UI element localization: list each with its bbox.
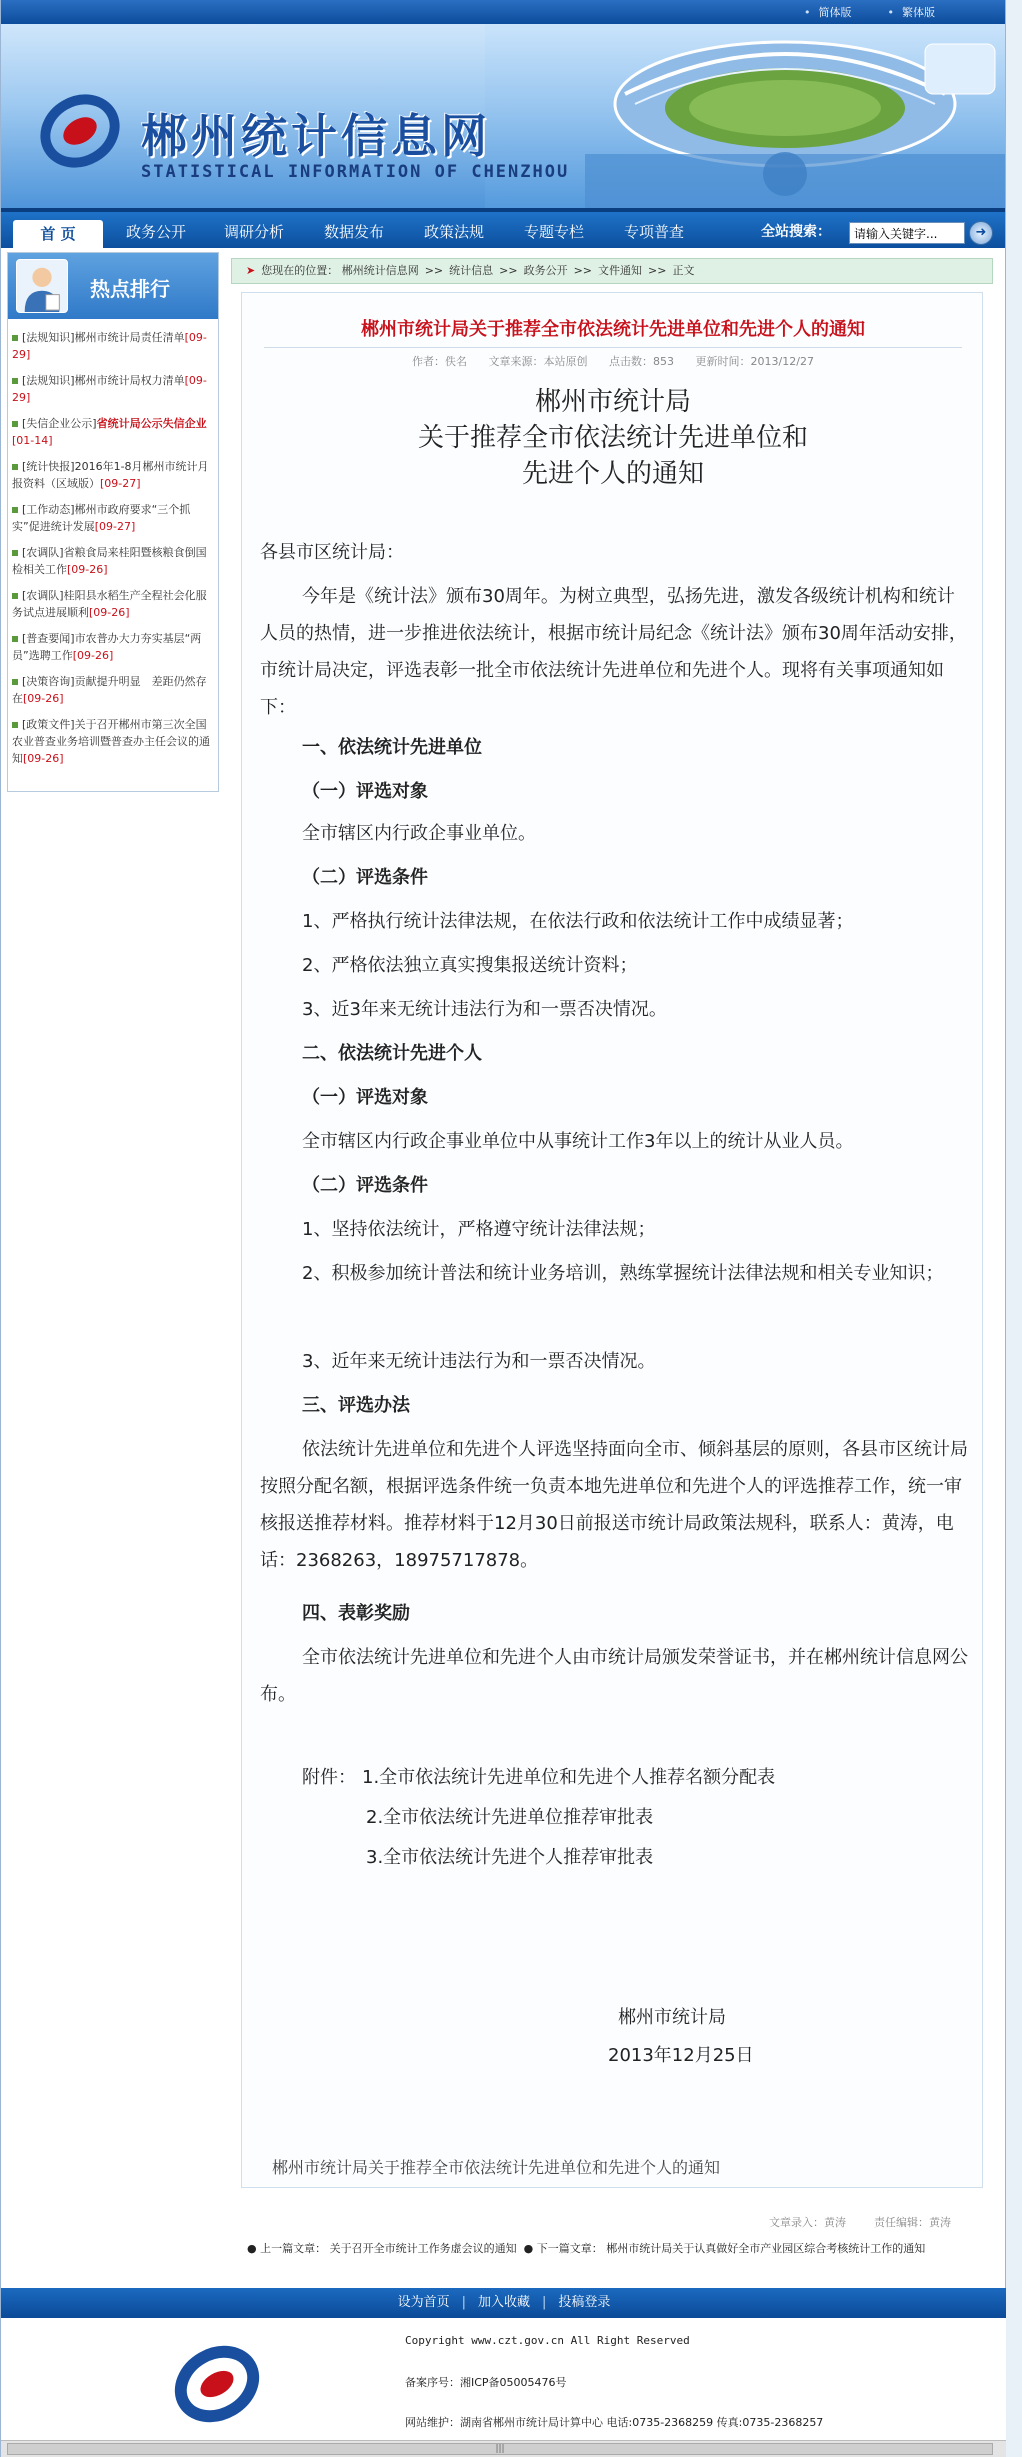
breadcrumb-item-stats[interactable]: 统计信息 [449,264,494,277]
section-2a-text: 全市辖区内行政企事业单位中从事统计工作3年以上的统计从业人员。 [302,1131,854,1152]
nav-home[interactable]: 首 页 [13,220,103,252]
bullet-icon [12,421,18,427]
editor-by: 责任编辑：黄涛 [873,2216,951,2229]
attachment-1: 1.全市依法统计先进单位和先进个人推荐名额分配表 [362,1767,776,1788]
article-title: 郴州市统计局关于推荐全市依法统计先进单位和先进个人的通知 [361,319,865,340]
hot-list-item[interactable] [10,501,216,535]
breadcrumb-sep: >> [424,264,444,277]
hot-list-item[interactable] [10,544,216,578]
hot-item-date: [09-29] [12,374,207,404]
hot-list-item[interactable] [10,630,216,664]
nav-research[interactable]: 调研分析 [223,223,284,241]
bullet-icon: ● [247,2242,257,2255]
section-1a-text: 全市辖区内行政企事业单位。 [302,823,536,844]
section-4-heading: 四、表彰奖励 [302,1603,410,1624]
bullet-icon [12,335,18,341]
section-2b-item-1: 1、坚持依法统计，严格遵守统计法律法规； [302,1219,656,1240]
hot-item-date: [09-26] [23,692,64,705]
hot-list-item[interactable] [10,587,216,621]
search-icon: ➜ [975,225,987,240]
simplified-link[interactable]: • 简体版 [804,4,852,20]
breadcrumb-prefix: 您现在的位置： [261,264,339,277]
article-panel [241,292,983,2188]
hot-list-item[interactable] [10,716,216,767]
hot-item-title: [法规知识]郴州市统计局责任清单 [22,331,185,344]
hot-item-date: [09-26] [72,649,114,662]
entry-by: 文章录入：黄涛 [769,2216,846,2229]
bullet-icon [12,550,18,556]
attachment-label: 附件： [302,1767,356,1788]
bullet-icon [12,593,18,599]
traditional-link[interactable]: • 繁体版 [888,4,936,20]
next-article-link[interactable]: 郴州市统计局关于认真做好全市产业园区综合考核统计工作的通知 [606,2242,926,2255]
bullet-icon [12,636,18,642]
nav-gov-affairs[interactable]: 政务公开 [125,223,186,241]
breadcrumb-item-current: 正文 [672,264,695,277]
section-1a-heading: （一）评选对象 [302,781,428,802]
footer-sep: | [461,2295,466,2310]
hot-item-date: [09-26] [67,563,108,576]
hot-item-highlight: 省统计局公示失信企业 [96,417,207,430]
bullet-icon [12,679,18,685]
top-bar [1,0,1005,24]
hot-item-title: [农调队]桂阳县水稻生产全程社会化服务试点进展顺利 [12,589,207,619]
search-go-button[interactable] [969,221,993,245]
breadcrumb-sep: >> [648,264,667,277]
hot-list-item[interactable] [10,415,216,449]
breadcrumb-sep: >> [499,264,518,277]
breadcrumb-item-home[interactable]: 郴州统计信息网 [341,264,419,277]
set-homepage-link[interactable]: 设为首页 [397,2295,450,2310]
article-bottom-title: 郴州市统计局关于推荐全市依法统计先进单位和先进个人的通知 [272,2158,721,2177]
prev-article-link[interactable]: 关于召开全市统计工作务虚会议的通知 [329,2242,517,2255]
hot-item-title: [法规知识]郴州市统计局权力清单 [22,374,185,387]
signature-date: 2013年12月25日 [608,2045,754,2066]
hot-item-title: [工作动态]郴州市政府要求“三个抓实”促进统计发展 [12,503,191,533]
search-label: 全站搜索： [761,224,831,240]
nav-census[interactable]: 专项普查 [623,223,684,241]
hot-item-date: [09-26] [23,752,64,765]
hot-item-title: [农调队]省粮食局来桂阳暨核粮食倒国检相关工作 [12,546,207,576]
article-meta [242,353,984,369]
breadcrumb-sep: >> [573,264,593,277]
doc-heading-3: 先进个人的通知 [521,459,704,489]
signature-org: 郴州市统计局 [618,2007,726,2028]
hot-item-date: [01-14] [12,434,53,447]
meta-updated: 更新时间：2013/12/27 [695,355,814,368]
add-favorite-link[interactable]: 加入收藏 [477,2295,530,2310]
section-1-heading: 一、依法统计先进单位 [302,737,482,758]
hot-item-date: [09-29] [12,331,207,361]
attachment-3: 3.全市依法统计先进个人推荐审批表 [366,1847,654,1868]
section-3-heading: 三、评选办法 [302,1395,410,1416]
bullet-icon [12,464,18,470]
section-2-heading: 二、依法统计先进个人 [302,1043,482,1064]
hot-item-title: [政策文件]关于召开郴州市第三次全国农业普查业务培训暨普查办主任会议的通知 [12,718,210,765]
site-title-en: STATISTICAL INFORMATION OF CHENZHOU [141,162,570,182]
hot-item-title: [普查要闻]市农普办大力夯实基层“两员”选聘工作 [12,632,202,662]
bullet-icon [12,378,18,384]
hot-item-title: [失信企业公示] [22,417,97,430]
bullet-icon [12,507,18,513]
section-1b-item-3: 3、近3年来无统计违法行为和一票否决情况。 [302,999,667,1020]
hot-ranking-sidebar [7,252,219,792]
intro-paragraph: 今年是《统计法》颁布30周年。为树立典型，弘扬先进，激发各级统计机构和统计人员的热情，进一步推进依法统计，根据市统计局纪念《统计法》颁布30周年活动安排，市统计局决定，评选表彰一批全市依法统计先进单位和先进个人。现将有关事项通知如下： [260,586,967,718]
nav-special-topics[interactable]: 专题专栏 [523,223,584,241]
hot-list [8,319,218,767]
footer-sep: | [542,2295,547,2310]
doc-heading-1: 郴州市统计局 [534,387,691,417]
section-1b-item-2: 2、严格依法独立真实搜集报送统计资料； [302,955,638,976]
hot-list-item[interactable] [10,673,216,707]
header-banner [1,24,1005,208]
section-4-text: 全市依法统计先进单位和先进个人由市统计局颁发荣誉证书，并在郴州统计信息网公布。 [260,1647,968,1705]
search-input[interactable] [849,222,965,244]
site-title-cn: 郴州统计信息网 [141,109,491,163]
icp-text: 备案序号：湘ICP备05005476号 [405,2376,567,2389]
sidebar-title: 热点排行 [90,277,170,301]
bullet-icon: ● [523,2242,534,2255]
section-2a-heading: （一）评选对象 [302,1087,428,1108]
copyright-text: Copyright www.czt.gov.cn All Right Reserved [405,2334,690,2347]
hot-list-item[interactable] [10,329,216,363]
article-editors [769,2214,951,2230]
hot-item-title: [统计快报]2016年1-8月郴州市统计月报资料（区域版） [12,460,209,490]
hot-list-item[interactable] [10,458,216,492]
hot-item-date: [09-26] [89,606,130,619]
main-nav [1,208,1005,248]
nav-data-release[interactable]: 数据发布 [323,223,384,241]
section-2b-heading: （二）评选条件 [302,1175,428,1196]
section-2b-item-3: 3、近年来无统计违法行为和一票否决情况。 [302,1351,656,1372]
section-3-text: 依法统计先进单位和先进个人评选坚持面向全市、倾斜基层的原则，各县市区统计局按照分配名额，根据评选条件统一负责本地先进单位和先进个人的评选推荐工作，统一审核报送推荐材料。推荐材料于12月30日前报送市统计局政策法规科，联系人：黄涛，电话：2368263，18975717878。 [260,1439,968,1571]
meta-author: 作者：佚名 [412,355,468,368]
page-gutter [1006,0,1022,2457]
divider [264,347,962,348]
arrow-icon: ➤ [246,264,256,277]
meta-source: 文章来源：本站原创 [488,355,588,368]
next-label: 下一篇文章： [536,2242,603,2255]
bullet-icon [12,722,18,728]
salutation: 各县市区统计局： [260,542,404,563]
attachment-2: 2.全市依法统计先进单位推荐审批表 [366,1807,654,1828]
section-2b-item-2: 2、积极参加统计普法和统计业务培训，熟练掌握统计法律法规和相关专业知识； [302,1263,944,1284]
prev-label: 上一篇文章： [260,2242,327,2255]
footer-nav [1,2288,1007,2318]
breadcrumb-item-gov[interactable]: 政务公开 [523,264,568,277]
submit-login-link[interactable]: 投稿登录 [558,2295,611,2310]
section-1b-heading: （二）评选条件 [302,867,428,888]
prev-next-links [241,2238,983,2260]
hot-item-date: [09-27] [94,520,136,533]
hot-item-title: [决策咨询]贡献提升明显 差距仍然存在 [12,675,207,705]
site-logo-icon [37,88,123,174]
section-1b-item-1: 1、严格执行统计法律法规，在依法行政和依法统计工作中成绩显著； [302,911,854,932]
breadcrumb-item-notices[interactable]: 文件通知 [598,264,643,277]
scrollbar-thumb[interactable]: ||| [7,2443,993,2455]
hot-item-date: [09-27] [100,477,141,490]
doc-heading-2: 关于推荐全市依法统计先进单位和 [417,423,808,453]
meta-hits: 点击数：853 [609,355,675,368]
maintain-text: 网站维护：湖南省郴州市统计局计算中心 电话:0735-2368259 传真:0735-2368257 [405,2416,824,2429]
nav-policy[interactable]: 政策法规 [423,223,484,241]
hot-list-item[interactable] [10,372,216,406]
footer [1,2318,1007,2444]
sidebar-header [8,253,218,319]
breadcrumb [231,258,993,284]
footer-logo-icon [171,2338,263,2430]
horizontal-scrollbar[interactable] [1,2440,1007,2457]
person-icon [16,259,68,313]
